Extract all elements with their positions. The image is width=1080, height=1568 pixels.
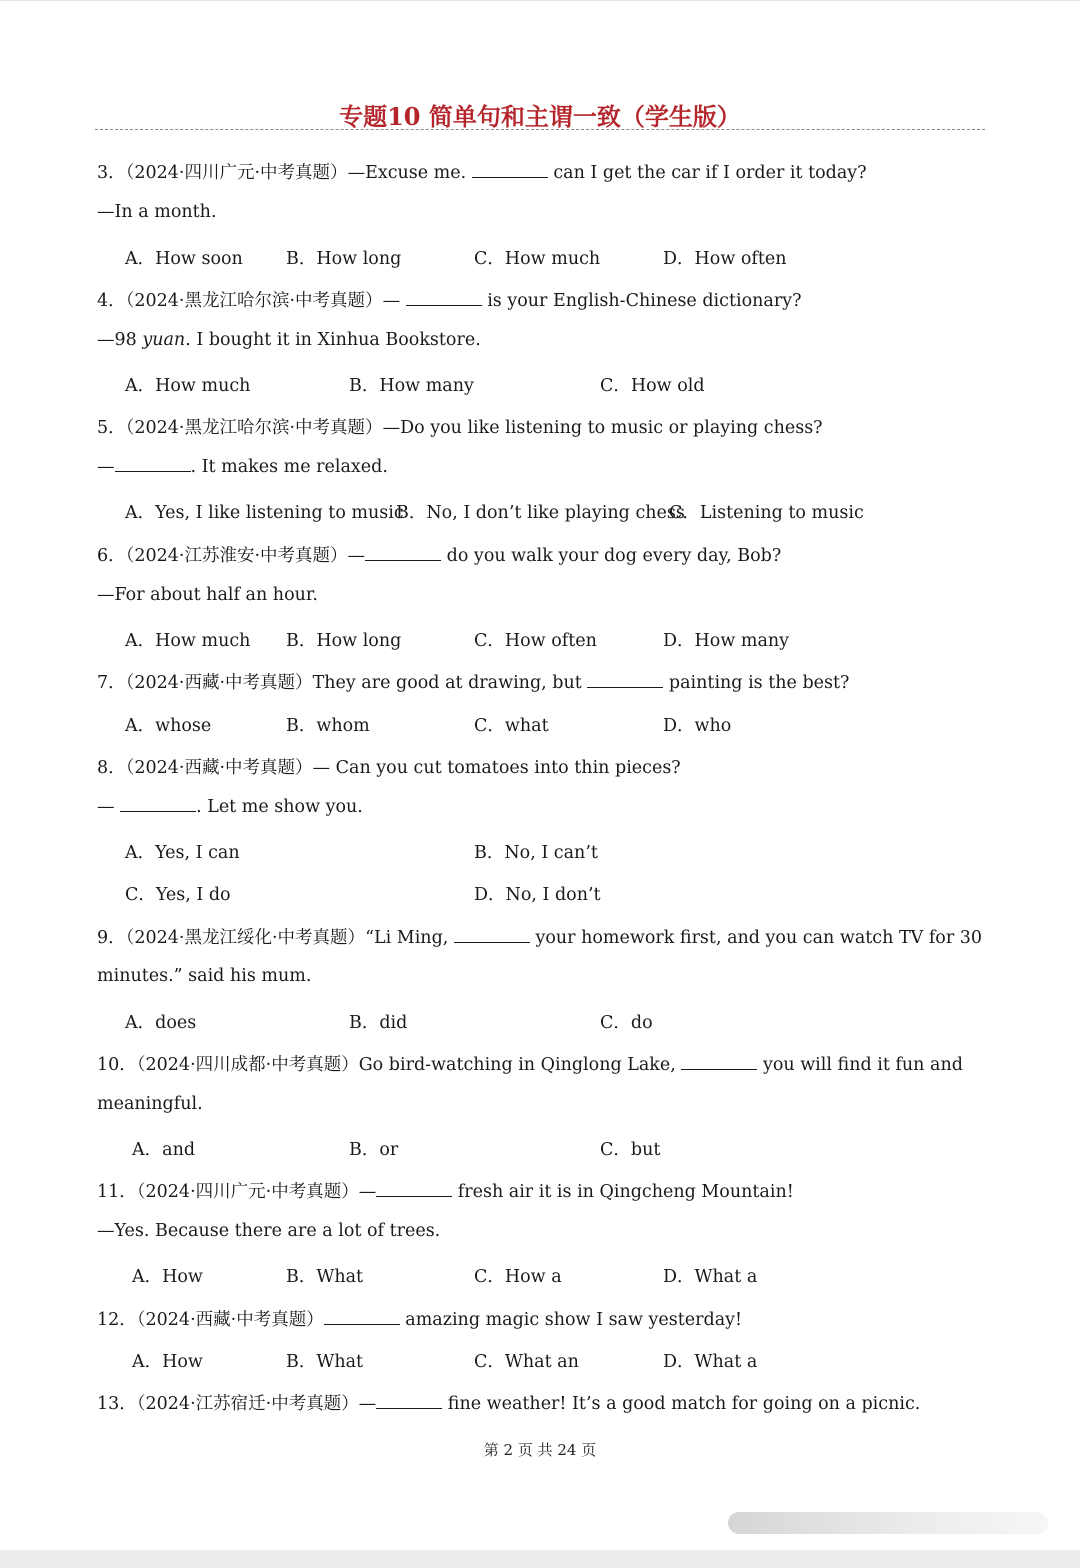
question-12-option-a: A．How [132,1352,203,1372]
page-number-footer: 第 2 页 共 24 页 [483,1441,597,1459]
question-11-response: —Yes. Because there are a lot of trees. [97,1221,441,1241]
question-5-option-c: C．Listening to music [669,503,864,523]
question-5-response: — . It makes me relaxed. [97,457,388,477]
question-3-option-b: B．How long [286,249,402,269]
question-10: 10．（2024·四川成都·中考真题）Go bird-watching in Qinglong Lake, you will find it fun and [97,1055,963,1075]
answer-blank [376,1407,442,1409]
question-6-option-a: A．How much [125,631,251,651]
question-3-option-c: C．How much [474,249,601,269]
question-8-option-b: B．No, I can’t [474,843,598,863]
question-6-option-b: B．How long [286,631,402,651]
question-8-option-a: A．Yes, I can [125,843,240,863]
question-4-response: —98 yuan. I bought it in Xinhua Bookstore. [97,330,481,350]
question-6-option-c: C．How often [474,631,597,651]
question-4-option-c: C．How old [600,376,705,396]
question-6-option-d: D．How many [663,631,790,651]
answer-blank [454,941,530,943]
question-8-option-c: C．Yes, I do [125,885,231,905]
answer-blank [587,686,663,688]
question-3: 3．（2024·四川广元·中考真题）—Excuse me. can I get the car if I order it today? [97,163,867,183]
answer-blank [472,176,548,178]
question-11: 11．（2024·四川广元·中考真题）— fresh air it is in Qingcheng Mountain! [97,1182,794,1202]
question-6-response: —For about half an hour. [97,585,318,605]
answer-blank [365,559,441,561]
question-3-option-a: A．How soon [125,249,243,269]
question-7-option-b: B．whom [286,716,370,736]
question-12-option-d: D．What a [663,1352,758,1372]
question-11-option-a: A．How [132,1267,203,1287]
question-8-response: — . Let me show you. [97,797,363,817]
question-11-option-c: C．How a [474,1267,562,1287]
question-7-option-c: C．what [474,716,549,736]
question-10-option-a: A．and [132,1140,196,1160]
question-4: 4．（2024·黑龙江哈尔滨·中考真题）— is your English-Chinese dictionary? [97,291,802,311]
question-10-option-c: C．but [600,1140,661,1160]
question-5-option-b: B．No, I don’t like playing chess [396,503,685,523]
question-12-option-b: B．What [286,1352,364,1372]
question-6: 6．（2024·江苏淮安·中考真题）— do you walk your dog every day, Bob? [97,546,782,566]
question-4-option-b: B．How many [349,376,474,396]
question-12: 12．（2024·西藏·中考真题） amazing magic show I saw yesterday! [97,1310,743,1330]
answer-blank [406,304,482,306]
answer-blank [120,810,196,812]
title-divider [95,129,985,130]
question-3-response: —In a month. [97,202,217,222]
answer-blank [376,1195,452,1197]
page-bottom-edge [0,1550,1080,1568]
question-12-option-c: C．What an [474,1352,579,1372]
question-7: 7．（2024·西藏·中考真题）They are good at drawing, but painting is the best? [97,673,850,693]
question-9-option-c: C．do [600,1013,653,1033]
question-11-option-d: D．What a [663,1267,758,1287]
question-9-option-b: B．did [349,1013,408,1033]
answer-blank [115,470,191,472]
question-5-option-a: A．Yes, I like listening to music [125,503,404,523]
answer-blank [681,1068,757,1070]
question-8-option-d: D．No, I don’t [474,885,601,905]
question-3-option-d: D．How often [663,249,787,269]
question-9-continuation: minutes.” said his mum. [97,966,312,986]
question-13: 13．（2024·江苏宿迁·中考真题）— fine weather! It’s a good match for going on a picnic. [97,1394,921,1414]
question-7-option-a: A．whose [125,716,212,736]
question-11-option-b: B．What [286,1267,364,1287]
question-8: 8．（2024·西藏·中考真题）— Can you cut tomatoes into thin pieces? [97,758,681,778]
question-9: 9．（2024·黑龙江绥化·中考真题）“Li Ming, your homework first, and you can watch TV for 30 [97,928,983,948]
question-10-option-b: B．or [349,1140,399,1160]
watermark-blur [728,1512,1048,1534]
question-4-option-a: A．How much [125,376,251,396]
question-5: 5．（2024·黑龙江哈尔滨·中考真题）—Do you like listening to music or playing chess? [97,418,823,438]
answer-blank [324,1323,400,1325]
question-7-option-d: D．who [663,716,732,736]
question-10-continuation: meaningful. [97,1094,203,1114]
question-9-option-a: A．does [125,1013,197,1033]
page-title: 专题10 简单句和主谓一致（学生版） [339,102,741,131]
